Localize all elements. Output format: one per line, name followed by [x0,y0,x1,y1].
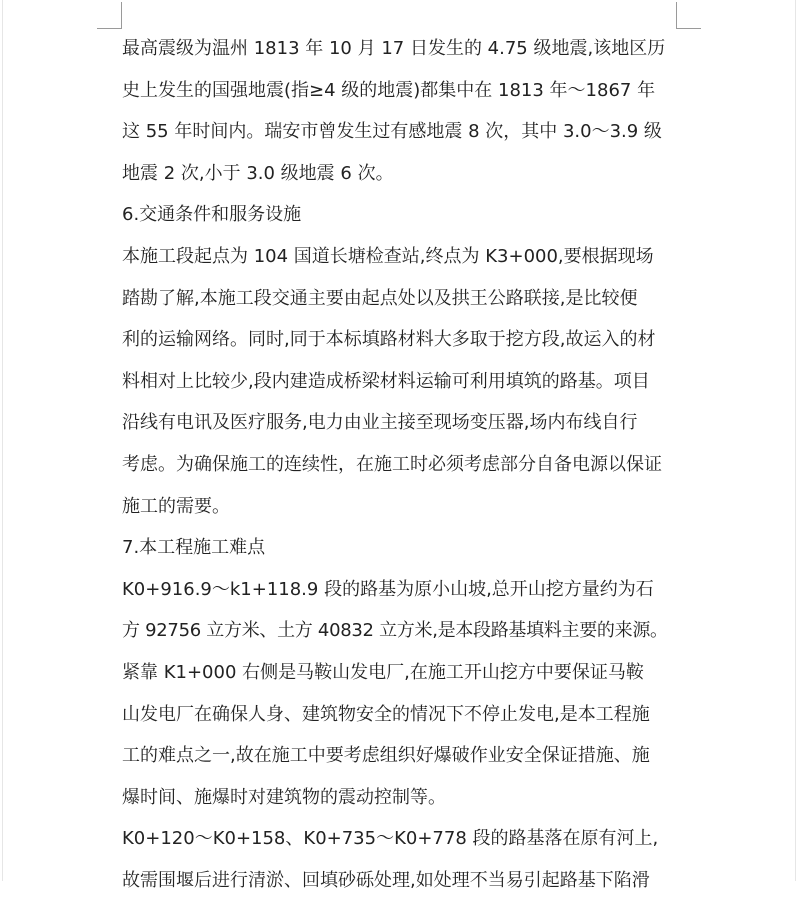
text-line: 方 92756 立方米、土方 40832 立方米,是本段路基填料主要的来源。 [122,620,668,642]
section-heading: 7.本工程施工难点 [122,537,266,559]
text-line: 山发电厂在确保人身、建筑物安全的情况下不停止发电,是本工程施 [122,703,650,725]
text-line: K0+120～K0+158、K0+735～K0+778 段的路基落在原有河上, [122,828,659,850]
text-line: 利的运输网络。同时,同于本标填路材料大多取于挖方段,故运入的材 [122,329,656,351]
text-line: 沿线有电讯及医疗服务,电力由业主接至现场变压器,场内布线自行 [122,412,638,434]
text-line: 这 55 年时间内。瑞安市曾发生过有感地震 8 次，其中 3.0～3.9 级 [122,121,662,143]
text-line: 工的难点之一,故在施工中要考虑组织好爆破作业安全保证措施、施 [122,745,650,767]
text-line: 紧靠 K1+000 右侧是马鞍山发电厂,在施工开山挖方中要保证马鞍 [122,661,644,683]
text-line: 史上发生的国强地震(指≥4 级的地震)都集中在 1813 年～1867 年 [122,79,656,101]
text-line: 最高震级为温州 1813 年 10 月 17 日发生的 4.75 级地震,该地区历 [122,38,666,59]
text-line: 本施工段起点为 104 国道长塘检查站,终点为 K3+000,要根据现场 [122,245,654,267]
text-line: K0+916.9～k1+118.9 段的路基为原小山坡,总开山挖方量约为石 [122,578,654,600]
text-line: 故需围堰后进行清淤、回填砂砾处理,如处理不当易引起路基下陷滑 [122,869,650,891]
text-line: 施工的需要。 [122,495,230,517]
page-right-edge [795,0,796,881]
document-body [122,28,682,901]
text-line: 地震 2 次,小于 3.0 级地震 6 次。 [122,162,394,184]
text-line: 爆时间、施爆时对建筑物的震动控制等。 [122,786,446,808]
top-left-margin-mark [97,2,122,29]
text-line: 料相对上比较少,段内建造成桥梁材料运输可利用填筑的路基。项目 [122,370,650,392]
section-heading: 6.交通条件和服务设施 [122,204,302,226]
text-line: 考虑。为确保施工的连续性，在施工时必须考虑部分自备电源以保证 [122,453,662,475]
text-line: 踏勘了解,本施工段交通主要由起点处以及拱王公路联接,是比较便 [122,287,638,309]
top-right-margin-mark [676,2,701,29]
page-left-edge [2,0,3,881]
